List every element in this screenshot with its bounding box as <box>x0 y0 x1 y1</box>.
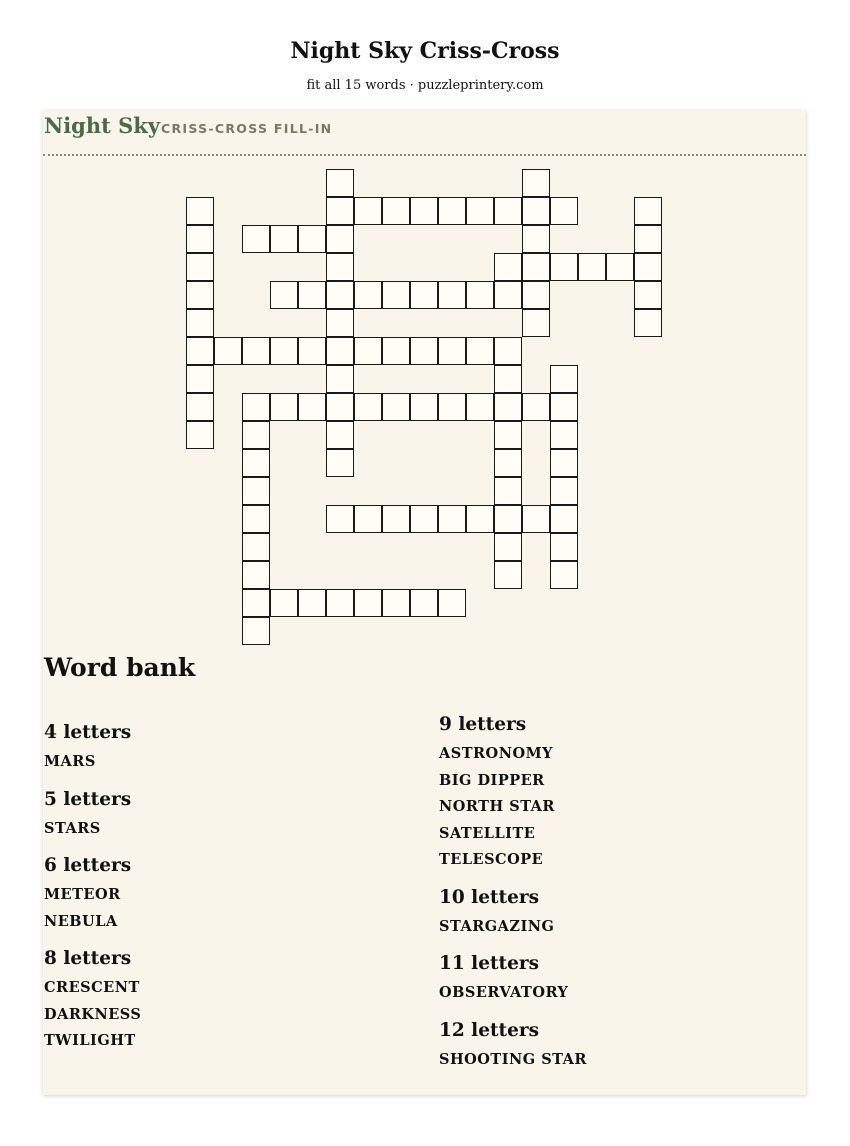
grid-cell[interactable] <box>326 505 354 533</box>
grid-cell[interactable] <box>550 561 578 589</box>
grid-cell[interactable] <box>298 225 326 253</box>
grid-cell[interactable] <box>466 505 494 533</box>
word-group <box>439 1014 799 1074</box>
grid-cell[interactable] <box>242 561 270 589</box>
grid-cell[interactable] <box>550 365 578 393</box>
grid-cell[interactable] <box>522 253 550 281</box>
grid-cell[interactable] <box>410 393 438 421</box>
puzzle-card <box>43 110 806 1095</box>
grid-cell[interactable] <box>494 533 522 561</box>
grid-cell[interactable] <box>186 253 214 281</box>
grid-cell[interactable] <box>326 197 354 225</box>
grid-cell[interactable] <box>298 281 326 309</box>
grid-cell[interactable] <box>522 281 550 309</box>
grid-cell[interactable] <box>326 337 354 365</box>
word-bank-item: BIG DIPPER <box>439 771 545 789</box>
word-group <box>439 881 799 941</box>
grid-cell[interactable] <box>242 589 270 617</box>
word-bank-item: NORTH STAR <box>439 798 555 815</box>
grid-cell[interactable] <box>550 533 578 561</box>
grid-cell[interactable] <box>382 505 410 533</box>
grid-cell[interactable] <box>494 477 522 505</box>
word-group-heading: 5 letters <box>44 788 132 810</box>
grid-cell[interactable] <box>494 421 522 449</box>
grid-cell[interactable] <box>326 309 354 337</box>
grid-cell[interactable] <box>522 225 550 253</box>
grid-cell[interactable] <box>550 477 578 505</box>
word-bank-item: CRESCENT <box>44 979 140 996</box>
grid-cell[interactable] <box>326 169 354 197</box>
word-bank-item: TELESCOPE <box>439 851 544 868</box>
grid-cell[interactable] <box>410 505 438 533</box>
grid-cell[interactable] <box>186 225 214 253</box>
word-bank-item: NEBULA <box>44 912 118 930</box>
grid-cell[interactable] <box>382 281 410 309</box>
grid-cell[interactable] <box>354 589 382 617</box>
grid-cell[interactable] <box>354 197 382 225</box>
grid-cell[interactable] <box>494 393 522 421</box>
grid-cell[interactable] <box>242 393 270 421</box>
grid-cell[interactable] <box>186 309 214 337</box>
grid-cell[interactable] <box>270 281 298 309</box>
word-group-heading: 11 letters <box>439 953 540 974</box>
grid-cell[interactable] <box>494 253 522 281</box>
word-bank-item: ASTRONOMY <box>439 745 553 762</box>
grid-cell[interactable] <box>550 505 578 533</box>
word-bank-right-column <box>439 708 799 1080</box>
grid-cell[interactable] <box>550 449 578 477</box>
grid-cell[interactable] <box>494 561 522 589</box>
page-title: Night Sky Criss-Cross <box>290 38 560 64</box>
grid-cell[interactable] <box>326 449 354 477</box>
brand-title: Night Sky <box>44 113 161 138</box>
grid-cell[interactable] <box>466 197 494 225</box>
word-group <box>439 708 799 874</box>
grid-cell[interactable] <box>326 253 354 281</box>
grid-cell[interactable] <box>298 589 326 617</box>
grid-cell[interactable] <box>326 365 354 393</box>
grid-cell[interactable] <box>326 281 354 309</box>
grid-cell[interactable] <box>354 337 382 365</box>
word-group-heading: 12 letters <box>439 1019 540 1041</box>
word-bank-item: METEOR <box>44 886 121 903</box>
word-group <box>44 942 404 1055</box>
grid-cell[interactable] <box>494 281 522 309</box>
grid-cell[interactable] <box>438 589 466 617</box>
grid-cell[interactable] <box>410 589 438 617</box>
grid-cell[interactable] <box>438 337 466 365</box>
grid-cell[interactable] <box>242 617 270 645</box>
grid-cell[interactable] <box>494 197 522 225</box>
word-group-heading: 10 letters <box>439 886 540 908</box>
grid-cell[interactable] <box>438 281 466 309</box>
grid-cell[interactable] <box>522 393 550 421</box>
grid-cell[interactable] <box>270 589 298 617</box>
grid-cell[interactable] <box>410 337 438 365</box>
grid-cell[interactable] <box>438 197 466 225</box>
grid-cell[interactable] <box>382 589 410 617</box>
word-bank-item: SHOOTING STAR <box>439 1050 587 1068</box>
grid-cell[interactable] <box>634 197 662 225</box>
grid-cell[interactable] <box>606 253 634 281</box>
grid-cell[interactable] <box>186 421 214 449</box>
grid-cell[interactable] <box>186 365 214 393</box>
grid-cell[interactable] <box>494 449 522 477</box>
grid-cell[interactable] <box>242 505 270 533</box>
crossword-grid <box>43 110 806 670</box>
word-group-heading: 6 letters <box>44 855 132 876</box>
grid-cell[interactable] <box>354 281 382 309</box>
grid-cell[interactable] <box>186 337 214 365</box>
grid-cell[interactable] <box>326 589 354 617</box>
grid-cell[interactable] <box>522 505 550 533</box>
word-bank-item: DARKNESS <box>44 1005 142 1023</box>
grid-cell[interactable] <box>410 281 438 309</box>
grid-cell[interactable] <box>242 449 270 477</box>
page-subtitle: fit all 15 words · puzzleprintery.com <box>306 78 544 93</box>
grid-cell[interactable] <box>466 393 494 421</box>
grid-cell[interactable] <box>522 169 550 197</box>
word-bank-item: STARGAZING <box>439 917 555 935</box>
grid-cell[interactable] <box>186 393 214 421</box>
word-group-heading: 9 letters <box>439 714 527 735</box>
grid-cell[interactable] <box>186 281 214 309</box>
grid-cell[interactable] <box>242 421 270 449</box>
grid-cell[interactable] <box>242 337 270 365</box>
grid-cell[interactable] <box>214 337 242 365</box>
grid-cell[interactable] <box>270 337 298 365</box>
word-bank-title: Word bank <box>44 653 196 682</box>
word-group <box>44 849 404 935</box>
word-group <box>439 947 799 1007</box>
grid-cell[interactable] <box>298 337 326 365</box>
grid-cell[interactable] <box>550 421 578 449</box>
word-group-heading: 4 letters <box>44 722 132 743</box>
grid-cell[interactable] <box>242 225 270 253</box>
grid-cell[interactable] <box>522 309 550 337</box>
grid-cell[interactable] <box>634 281 662 309</box>
grid-cell[interactable] <box>326 393 354 421</box>
grid-cell[interactable] <box>466 337 494 365</box>
grid-cell[interactable] <box>242 533 270 561</box>
grid-cell[interactable] <box>242 477 270 505</box>
grid-cell[interactable] <box>186 197 214 225</box>
grid-cell[interactable] <box>354 393 382 421</box>
grid-cell[interactable] <box>410 197 438 225</box>
grid-cell[interactable] <box>634 253 662 281</box>
grid-cell[interactable] <box>578 253 606 281</box>
grid-cell[interactable] <box>326 421 354 449</box>
brand-tag: CRISS-CROSS FILL-IN <box>161 121 333 136</box>
grid-cell[interactable] <box>382 337 410 365</box>
grid-cell[interactable] <box>550 197 578 225</box>
grid-cell[interactable] <box>382 393 410 421</box>
grid-cell[interactable] <box>550 253 578 281</box>
grid-cell[interactable] <box>382 197 410 225</box>
grid-cell[interactable] <box>522 197 550 225</box>
grid-cell[interactable] <box>634 309 662 337</box>
grid-cell[interactable] <box>494 365 522 393</box>
grid-cell[interactable] <box>494 505 522 533</box>
grid-cell[interactable] <box>466 281 494 309</box>
grid-cell[interactable] <box>270 393 298 421</box>
grid-cell[interactable] <box>354 505 382 533</box>
grid-cell[interactable] <box>438 505 466 533</box>
word-bank-item: OBSERVATORY <box>439 984 569 1001</box>
word-bank-item: MARS <box>44 753 96 770</box>
grid-cell[interactable] <box>326 225 354 253</box>
word-bank-item: SATELLITE <box>439 824 536 842</box>
word-group-heading: 8 letters <box>44 948 132 969</box>
grid-cell[interactable] <box>298 393 326 421</box>
grid-cell[interactable] <box>438 393 466 421</box>
word-group <box>44 783 404 843</box>
word-group <box>44 716 404 776</box>
word-bank-item: TWILIGHT <box>44 1032 136 1049</box>
word-bank-item: STARS <box>44 819 101 837</box>
grid-cell[interactable] <box>494 337 522 365</box>
grid-cell[interactable] <box>634 225 662 253</box>
grid-cell[interactable] <box>270 225 298 253</box>
word-bank-left-column <box>44 716 404 1062</box>
grid-cell[interactable] <box>550 393 578 421</box>
